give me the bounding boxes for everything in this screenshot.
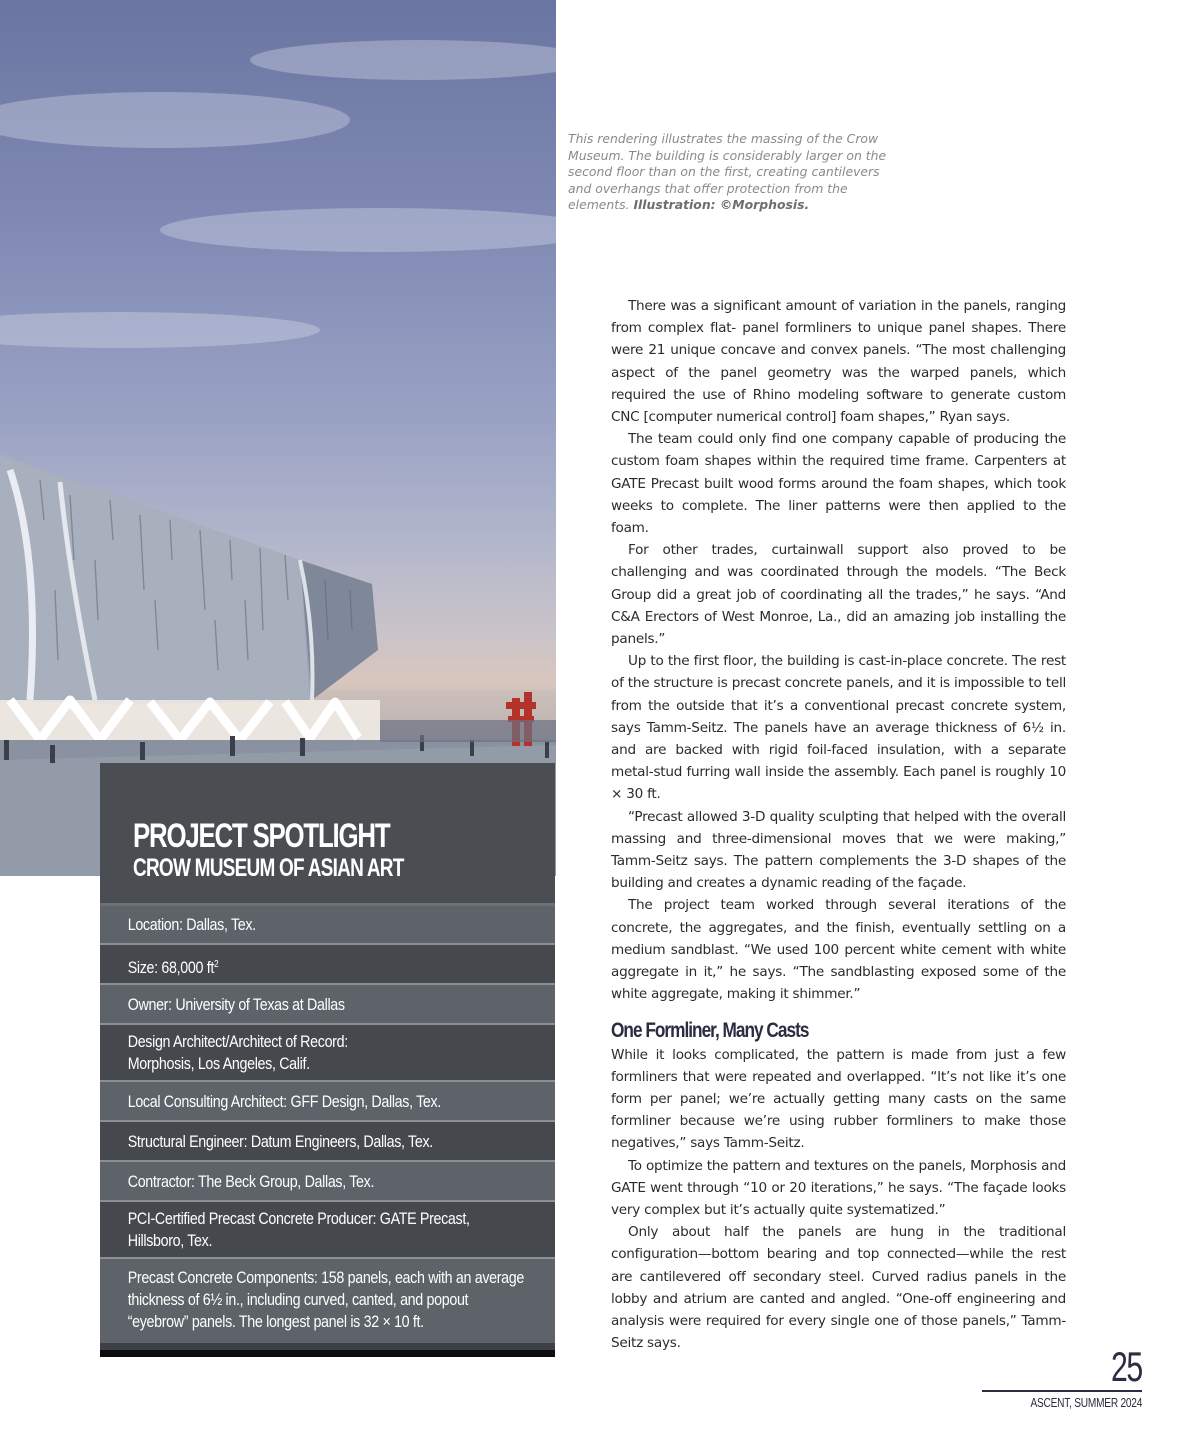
project-spotlight-box — [100, 763, 555, 1357]
spotlight-header — [100, 763, 555, 903]
page-number: 25 — [1111, 1343, 1142, 1390]
fact-producer — [100, 1202, 555, 1259]
fact-text: Contractor: The Beck Group, Dallas, Tex. — [127, 1172, 375, 1191]
fact-size-value: Size: 68,000 ft — [127, 958, 214, 977]
fact-structural-engineer — [100, 1122, 555, 1162]
fact-contractor — [100, 1162, 555, 1202]
image-caption — [568, 131, 898, 214]
fact-text: Local Consulting Architect: GFF Design, Dallas, Tex. — [127, 1092, 441, 1111]
fact-text: thickness of 6½ in., including curved, canted, and popout — [127, 1290, 469, 1309]
fact-local-architect — [100, 1082, 555, 1122]
article-body — [611, 295, 1066, 1354]
fact-size-superscript: 2 — [213, 959, 219, 970]
publication-name: ASCENT, SUMMER 2024 — [1030, 1394, 1142, 1410]
fact-location — [100, 906, 555, 945]
article-paragraph: While it looks complicated, the pattern is made from just a few formliners that were repeated and overlapped. “It’s not like it’s one form per panel; we’re actually getting many casts on the same formliner because we’re using rubber formliners to make those negatives,” says Tamm-Seitz. — [611, 1046, 1066, 1152]
fact-architect — [100, 1025, 555, 1082]
fact-text: Precast Concrete Components: 158 panels, each with an average — [127, 1268, 524, 1287]
article-paragraph: Up to the first floor, the building is cast-in-place concrete. The rest of the structure is precast concrete panels, and it is impossible to tell from the outside that it’s a conventional precast concrete system, says Tamm-Seitz. The panels have an average thickness of 6½ in. and are backed with rigid foil-faced insulation, with a separate metal-stud furring wall inside the assembly. Each panel is roughly 10 × 30 ft. — [611, 653, 1066, 803]
article-paragraph: “Precast allowed 3-D quality sculpting that helped with the overall massing and three-dimensional moves that we were making,” Tamm-Seitz says. The pattern complements the 3-D shapes of the building and creates a dynamic reading of the façade. — [611, 808, 1066, 892]
fact-text — [100, 945, 486, 979]
page-folio — [982, 1343, 1142, 1411]
article-paragraph: To optimize the pattern and textures on the panels, Morphosis and GATE went through “10 or 20 iterations,” he says. “The façade looks very complex but it’s actually quite systematized.” — [611, 1157, 1066, 1218]
spotlight-facts — [100, 903, 555, 1343]
section-heading: One Formliner, Many Casts — [611, 1018, 809, 1042]
fact-text: Morphosis, Los Angeles, Calif. — [127, 1054, 310, 1073]
fact-text: PCI-Certified Precast Concrete Producer: GATE Precast, — [127, 1209, 470, 1228]
fact-size — [100, 945, 555, 985]
spotlight-subtitle: CROW MUSEUM OF ASIAN ART — [133, 854, 404, 882]
folio-rule — [982, 1390, 1142, 1392]
fact-text: Location: Dallas, Tex. — [127, 915, 256, 934]
museum-illustration — [0, 0, 556, 876]
fact-owner — [100, 985, 555, 1025]
article-paragraph: The project team worked through several iterations of the concrete, the aggregates, and the finish, eventually settling on a medium sandblast. “We used 100 percent white cement with white aggregate in it,” he says. “The sandblasting exposed some of the white aggregate, making it shimmer.” — [611, 897, 1066, 1003]
article-paragraph: For other trades, curtainwall support also proved to be challenging and was coordinated through the models. “The Beck Group did a great job of coordinating all the trades,” he says. “And C&A Erectors of West Monroe, La., did an amazing job installing the panels.” — [611, 542, 1066, 648]
fact-components — [100, 1259, 555, 1343]
article-paragraph: Only about half the panels are hung in the traditional configuration—bottom bearing and top connected—while the rest are cantilevered off secondary steel. Curved radius panels in the lobby and atrium are canted and angled. “One-off engineering and analysis were required for every single one of those panels,” Tamm-Seitz says. — [611, 1224, 1066, 1352]
museum-rendering — [0, 0, 556, 876]
article-paragraph: The team could only find one company capable of producing the custom foam shapes within the required time frame. Carpenters at GATE Precast built wood forms around the foam shapes, which took weeks to complete. The liner patterns were then applied to the foam. — [611, 431, 1066, 537]
fact-text: Owner: University of Texas at Dallas — [127, 995, 345, 1014]
fact-text: Design Architect/Architect of Record: — [127, 1032, 348, 1051]
caption-text: This rendering illustrates the massing of the Crow Museum. The building is considerably larger on the second floor than on the first, creating cantilevers and overhangs that offer protection from the elements. — [568, 131, 887, 213]
fact-text: Hillsboro, Tex. — [127, 1231, 213, 1250]
fact-text: “eyebrow” panels. The longest panel is 32 × 10 ft. — [127, 1312, 424, 1331]
article-paragraph: There was a significant amount of variation in the panels, ranging from complex flat- panel formliners to unique panel shapes. There were 21 unique concave and convex panels. “The most challenging aspect of the panel geometry was the warped panels, which required the use of Rhino modeling software to generate custom CNC [computer numerical control] foam shapes,” Ryan says. — [611, 298, 1066, 426]
spotlight-title: PROJECT SPOTLIGHT — [133, 817, 390, 855]
caption-credit: Illustration: ©Morphosis. — [633, 197, 810, 213]
fact-text: Structural Engineer: Datum Engineers, Dallas, Tex. — [127, 1132, 433, 1151]
